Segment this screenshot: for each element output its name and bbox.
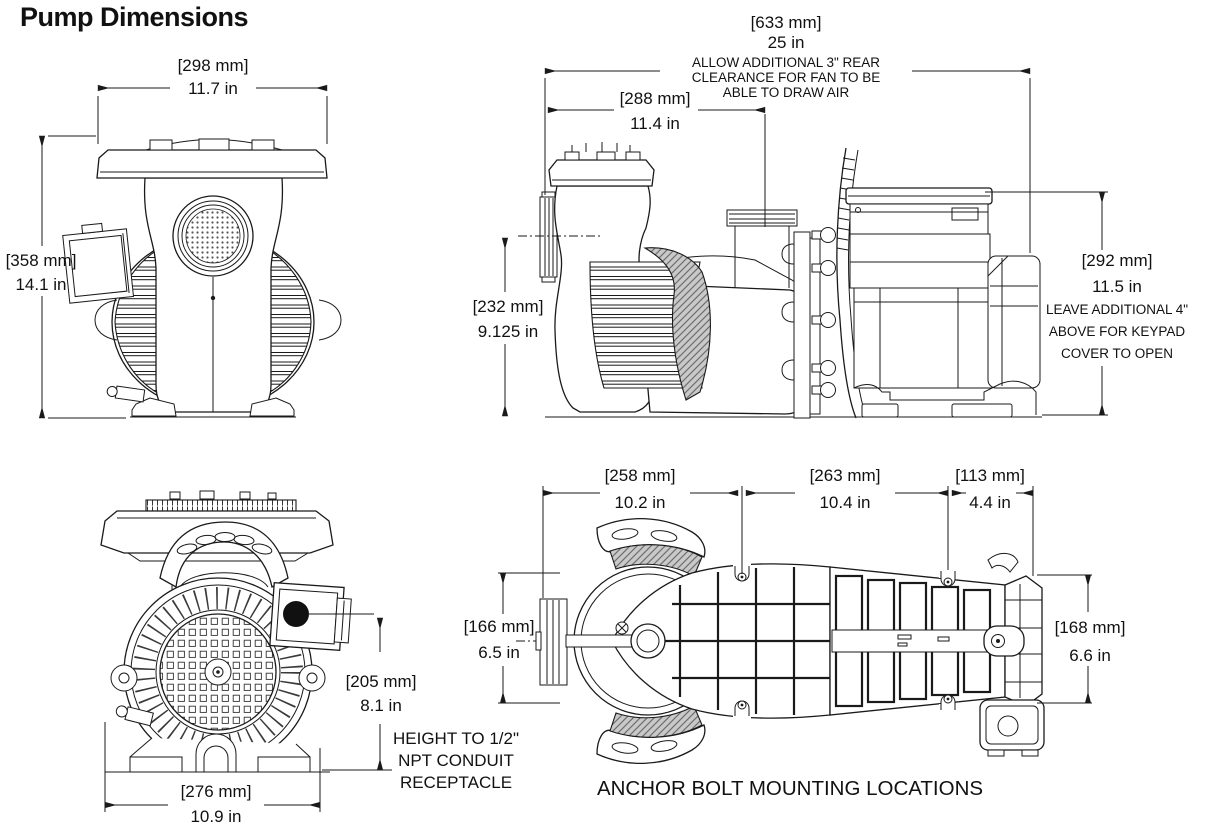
dim-pot-length-in: 11.4 in xyxy=(630,114,680,133)
conduit-box-rear xyxy=(270,583,352,651)
discharge-flange xyxy=(727,210,797,226)
dim-width-rear-in: 6.6 in xyxy=(1069,646,1111,665)
dim-front-width-mm: [298 mm] xyxy=(177,56,249,75)
front-view xyxy=(62,139,341,417)
top-view xyxy=(516,519,1044,764)
lid-plate-front xyxy=(97,150,327,178)
dim-keypad-note1: LEAVE ADDITIONAL 4" xyxy=(1045,302,1189,317)
dim-keypad-note2: ABOVE FOR KEYPAD xyxy=(1048,324,1186,339)
dim-base-width-in: 10.9 in xyxy=(190,807,242,826)
motor-end-cap xyxy=(988,256,1040,388)
dim-span-front-in: 10.2 in xyxy=(614,493,666,512)
dim-pot-length-mm: [288 mm] xyxy=(619,89,691,108)
dim-span-rear-mm: [113 mm] xyxy=(955,466,1025,485)
dim-span-rear-in: 4.4 in xyxy=(969,493,1011,512)
dim-conduit-in: 8.1 in xyxy=(360,696,402,715)
seal-plate xyxy=(794,232,810,418)
dim-keypad-note3: COVER TO OPEN xyxy=(1060,346,1174,361)
dim-span-mid-in: 10.4 in xyxy=(819,493,871,512)
dim-conduit-note3: RECEPTACLE xyxy=(399,773,513,792)
conduit-box-top xyxy=(980,700,1044,750)
dim-keypad-in: 11.5 in xyxy=(1092,277,1142,296)
side-view xyxy=(540,142,1042,418)
anchor-bolt-front-bottom xyxy=(733,701,751,722)
dim-inlet-height-mm: [232 mm] xyxy=(472,297,544,316)
dim-span-front-mm: [258 mm] xyxy=(604,466,676,485)
motor-body-side xyxy=(854,288,992,388)
anchor-bolt-mid-bottom xyxy=(939,695,957,717)
dim-overall-in: 25 in xyxy=(767,33,805,52)
dim-conduit-note2: NPT CONDUIT xyxy=(398,751,514,770)
dim-front-height-in: 14.1 in xyxy=(15,275,67,294)
dim-base-width-mm: [276 mm] xyxy=(180,782,252,801)
dim-width-front-mm: [166 mm] xyxy=(463,617,535,636)
rear-view xyxy=(101,491,352,772)
dim-front-width xyxy=(98,56,327,144)
dim-span-mid-mm: [263 mm] xyxy=(809,466,881,485)
dim-bolt-width-rear xyxy=(1037,575,1125,703)
dim-conduit-note1: HEIGHT TO 1/2" xyxy=(392,729,520,748)
dim-bolt-span-mid xyxy=(746,466,948,570)
dim-front-width-in: 11.7 in xyxy=(188,79,238,98)
pot-lid-side xyxy=(549,160,654,186)
dim-keypad-mm: [292 mm] xyxy=(1081,251,1153,270)
dim-front-height-mm: [358 mm] xyxy=(5,251,77,270)
conduit-receptacle-dot xyxy=(283,601,309,627)
dim-width-front-in: 6.5 in xyxy=(478,643,520,662)
anchor-bolt-caption: ANCHOR BOLT MOUNTING LOCATIONS xyxy=(596,777,984,800)
drive-body xyxy=(850,234,990,288)
dim-overall-note2: CLEARANCE FOR FAN TO BE xyxy=(691,70,881,85)
dim-overall-note3: ABLE TO DRAW AIR xyxy=(722,85,850,100)
dim-inlet-height-in: 9.125 in xyxy=(477,322,539,341)
dim-overall-mm: [633 mm] xyxy=(750,13,822,32)
dim-conduit-mm: [205 mm] xyxy=(345,672,417,691)
dim-overall-note1: ALLOW ADDITIONAL 3" REAR xyxy=(691,55,881,70)
page-title: Pump Dimensions xyxy=(20,2,249,32)
dim-width-rear-mm: [168 mm] xyxy=(1054,618,1126,637)
